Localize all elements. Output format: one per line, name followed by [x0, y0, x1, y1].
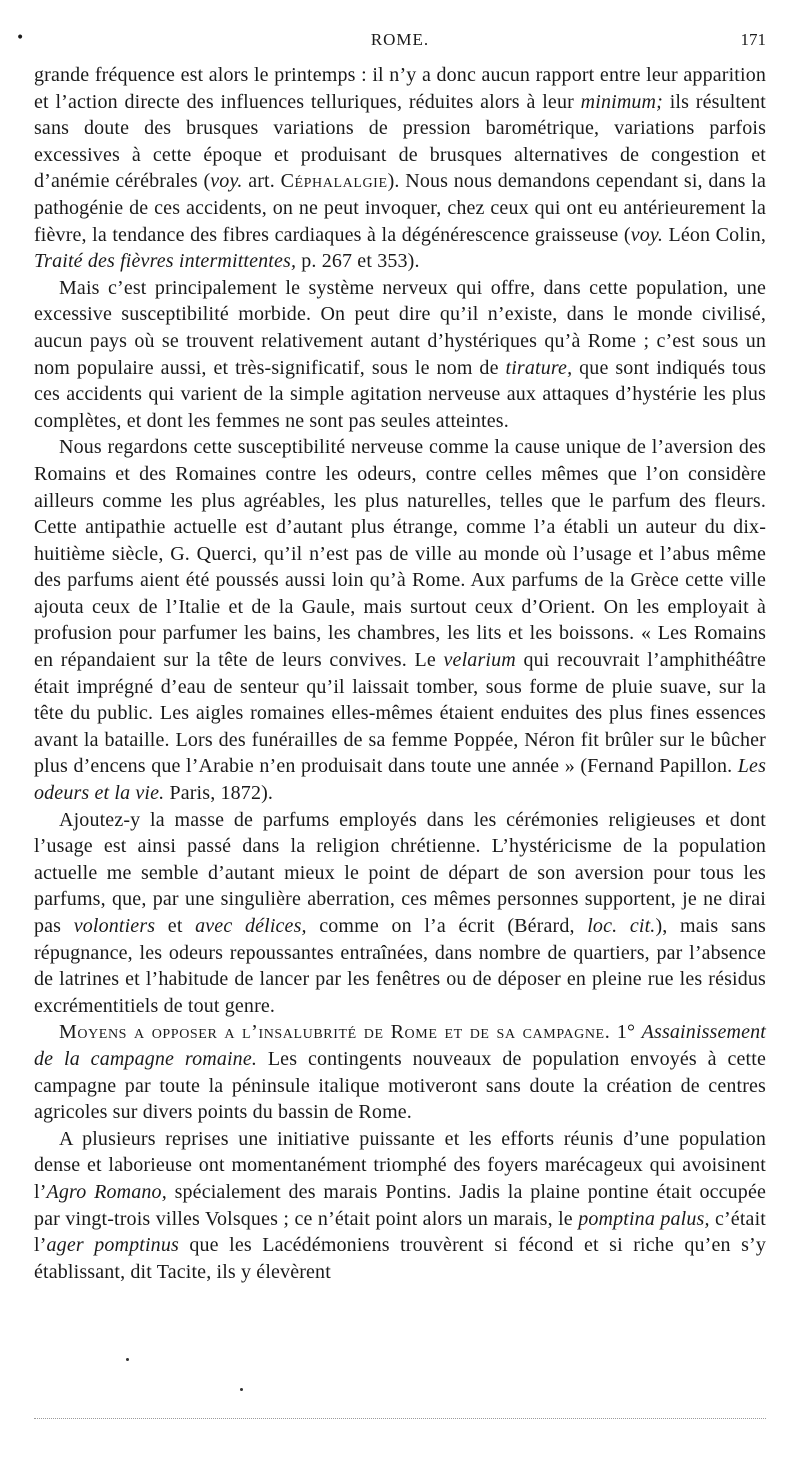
bottom-bleed-line	[34, 1418, 766, 1419]
margin-mark: •	[16, 30, 25, 46]
book-title: Les odeurs et la vie.	[34, 755, 766, 805]
subsection-title: Assainissement de la campagne romaine.	[34, 1021, 766, 1070]
ink-speck	[126, 1358, 129, 1361]
paragraph-5: Moyens a opposer a l’insalubrité de Rome et de sa campagne. 1° Assainissement de la campagne romaine. Les contingents nouveaux de population envoyés à cette campagne par toute la péninsule italique motiveront sans doute la création de centres agricoles sur divers points du bassin de Rome.	[34, 1021, 766, 1124]
paragraph-6: A plusieurs reprises une initiative puissante et les efforts réunis d’une population dense et laborieuse ont momentanément triomphé des foyers marécageux qui avoisinent l’Agro Romano, spécialement des marais Pontins. Jadis la plaine pontine était occupée par vingt-trois villes Volsques ; ce n’était point alors un marais, le pomptina palus, c’était l’ager pomptinus que les Lacédémoniens trouvèrent si fécond et si riche qu’en s’y établissant, dit Tacite, ils y élevèrent	[34, 1127, 766, 1283]
paragraph-2: Mais c’est principalement le système nerveux qui offre, dans cette population, une excessive susceptibilité morbide. On peut dire qu’il n’existe, dans le monde civilisé, aucun pays où se trouvent relativement autant d’hystériques qu’à Rome ; c’est sous un nom populaire aussi, et très-significatif, sous le nom de tirature, que sont indiqués tous ces accidents qui varient de la simple agitation nerveuse aux attaques d’hystérie les plus complètes, et dont les femmes ne sont pas seules atteintes.	[34, 276, 766, 432]
book-page	[16, 0, 767, 1459]
ink-speck	[240, 1388, 243, 1391]
section-heading: Moyens a opposer a l’insalubrité de Rome et de sa campagne.	[59, 1021, 611, 1044]
page-body	[34, 62, 766, 1285]
paragraph-3: Nous regardons cette susceptibilité nerveuse comme la cause unique de l’aversion des Romains et des Romaines contre les odeurs, contre celles mêmes que l’on considère ailleurs comme les plus agréables, les plus naturelles, telles que le parfum des fleurs. Cette antipathie actuelle est d’autant plus étrange, comme l’a établi un auteur du dix-huitième siècle, G. Querci, qu’il n’est pas de ville au monde où l’usage et l’abus même des parfums aient été poussés aussi loin qu’à Rome. Aux parfums de la Grèce cette ville ajouta ceux de l’Italie et de la Gaule, mais surtout ceux d’Orient. On les employait à profusion pour parfumer les bains, les chambres, les lits et les boissons. « Les Romains en répandaient sur la tête de leurs convives. Le velarium qui recouvrait l’amphithéâtre était imprégné d’eau de senteur qu’il laissait tomber, sous forme de pluie suave, sur la tête du public. Les aigles romaines elles-mêmes étaient enduites des plus fines essences avant la bataille. Lors des funérailles de sa femme Poppée, Néron fit brûler sur le bûcher plus d’encens que l’Arabie n’en produisait dans toute une année » (Fernand Papillon. Les odeurs et la vie. Paris, 1872).	[34, 436, 767, 805]
paragraph-1: grande fréquence est alors le printemps : il n’y a donc aucun rapport entre leur apparition et l’action directe des influences telluriques, réduites alors à leur minimum; ils résultent sans doute des brusques variations de pression barométrique, variations parfois excessives à cette époque et produisant de brusques alternatives de congestion et d’anémie cérébrales (voy. art. Céphalalgie). Nous nous demandons cependant si, dans la pathogénie de ces accidents, on ne peut invoquer, chez ceux qui ont eu antérieurement la fièvre, la tendance des fibres cardiaques à la dégénérescence graisseuse (voy. Léon Colin, Traité des fièvres intermittentes, p. 267 et 353).	[34, 64, 767, 273]
running-title: ROME.	[370, 30, 430, 49]
paragraph-4: Ajoutez-y la masse de parfums employés dans les cérémonies religieuses et dont l’usage est ainsi passé dans la religion chrétienne. L’hystéricisme de la population actuelle me semble d’autant mieux le point de départ de son aversion pour tous les parfums, que, par une singulière aberration, ces mêmes personnes supportent, je ne dirai pas volontiers et avec délices, comme on l’a écrit (Bérard, loc. cit.), mais sans répugnance, les odeurs repoussantes entraînées, dans nombre de quartiers, par l’absence de latrines et l’habitude de lancer par les fenêtres ou de déposer en pleine rue les résidus excrémentitiels de tout genre.	[34, 808, 766, 1017]
running-header	[16, 0, 766, 49]
cross-reference: Céphalalgie	[280, 170, 388, 193]
page-number: 171	[740, 30, 766, 49]
book-title: Traité des fièvres intermittentes,	[34, 250, 297, 273]
